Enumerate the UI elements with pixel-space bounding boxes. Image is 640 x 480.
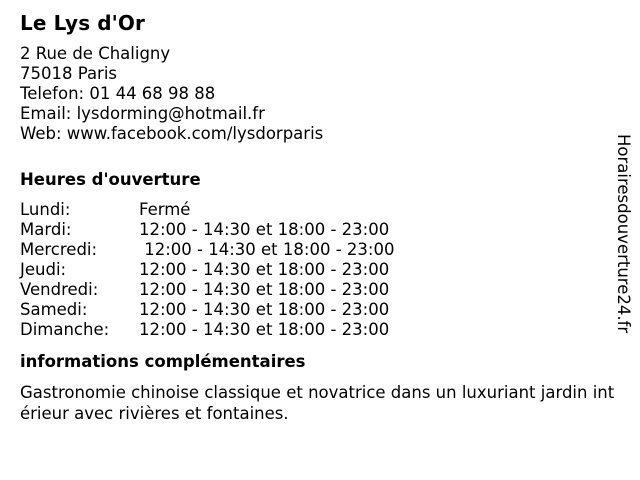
day-hours: 12:00 - 14:30 et 18:00 - 23:00 <box>139 260 390 279</box>
day-label: Vendredi: <box>20 280 99 299</box>
hours-row <box>20 300 610 320</box>
email-line: Email: lysdorming@hotmail.fr <box>20 104 265 123</box>
address-street: 2 Rue de Chaligny <box>20 44 171 63</box>
hours-row <box>20 240 610 260</box>
business-card <box>20 8 615 424</box>
contact-block <box>20 44 610 144</box>
extra-info-text: Gastronomie chinoise classique et novatrice dans un luxuriant jardin intérieur avec rivières et fontaines. <box>20 383 615 423</box>
day-hours: 12:00 - 14:30 et 18:00 - 23:00 <box>139 320 390 339</box>
site-watermark: Horairesdouverture24.fr <box>614 134 633 334</box>
hours-row <box>20 220 610 240</box>
hours-row <box>20 280 610 300</box>
hours-title: Heures d'ouverture <box>20 170 201 189</box>
day-hours: Fermé <box>139 200 191 219</box>
hours-row <box>20 200 610 220</box>
day-label: Samedi: <box>20 300 88 319</box>
day-label: Jeudi: <box>20 260 67 279</box>
day-label: Mercredi: <box>20 240 98 259</box>
business-name: Le Lys d'Or <box>20 11 145 35</box>
address-city: 75018 Paris <box>20 64 118 83</box>
day-label: Lundi: <box>20 200 71 219</box>
day-hours: 12:00 - 14:30 et 18:00 - 23:00 <box>139 280 390 299</box>
day-label: Dimanche: <box>20 320 110 339</box>
phone-line: Telefon: 01 44 68 98 88 <box>20 84 216 103</box>
hours-row <box>20 260 610 280</box>
day-hours: 12:00 - 14:30 et 18:00 - 23:00 <box>139 300 390 319</box>
day-label: Mardi: <box>20 220 72 239</box>
day-hours: 12:00 - 14:30 et 18:00 - 23:00 <box>139 220 390 239</box>
extra-info-title: informations complémentaires <box>20 352 306 371</box>
day-hours: 12:00 - 14:30 et 18:00 - 23:00 <box>139 240 395 259</box>
web-line: Web: www.facebook.com/lysdorparis <box>20 124 324 143</box>
hours-row <box>20 320 610 340</box>
hours-table <box>20 200 610 340</box>
